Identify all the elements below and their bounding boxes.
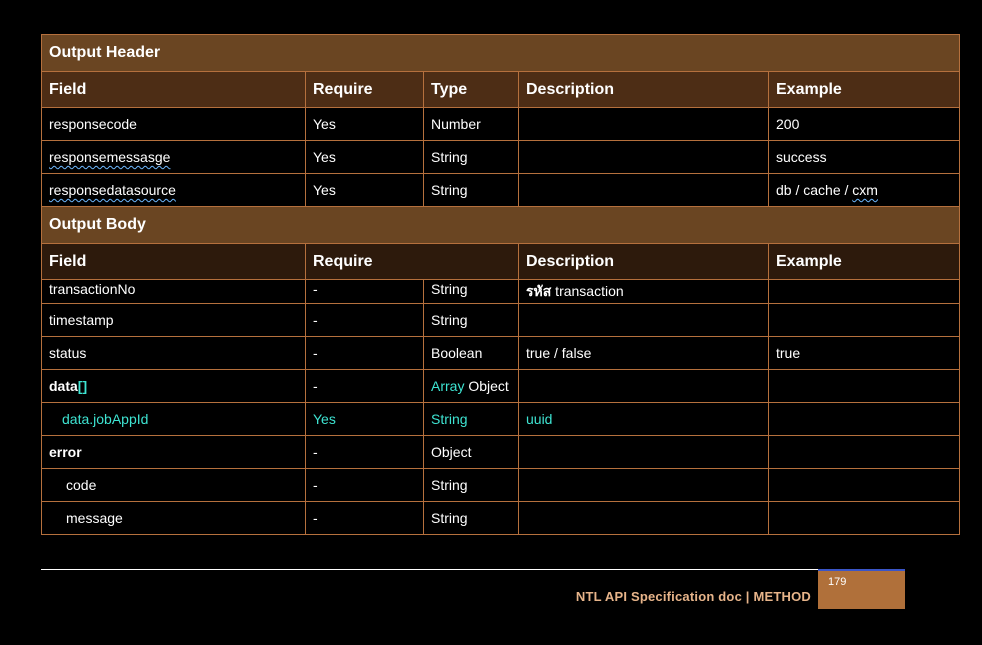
footer-divider	[41, 569, 905, 570]
type-cell: String	[424, 403, 519, 436]
example-cell	[769, 436, 960, 469]
column-header-description: Description	[519, 72, 769, 108]
description-cell	[519, 469, 769, 502]
column-header-require: Require	[306, 72, 424, 108]
type-cell: String	[424, 141, 519, 174]
example-cell: success	[769, 141, 960, 174]
field-cell: error	[42, 436, 306, 469]
require-cell: Yes	[306, 108, 424, 141]
field-cell: responsecode	[42, 108, 306, 141]
example-cell: true	[769, 337, 960, 370]
field-array-suffix: []	[77, 378, 88, 394]
require-cell: Yes	[306, 403, 424, 436]
require-cell: Yes	[306, 141, 424, 174]
field-cell: status	[42, 337, 306, 370]
field-cell: data.jobAppId	[42, 403, 306, 436]
column-header-type: Type	[424, 72, 519, 108]
type-cell: String	[424, 174, 519, 207]
type-teal-text: Array	[431, 378, 465, 394]
column-header-require: Require	[306, 244, 519, 280]
description-cell	[519, 174, 769, 207]
column-header-example: Example	[769, 72, 960, 108]
table-row	[42, 502, 960, 535]
field-cell: transactionNo	[42, 280, 306, 304]
description-cell	[519, 304, 769, 337]
table-row	[42, 337, 960, 370]
type-cell: String	[424, 304, 519, 337]
type-cell: String	[424, 502, 519, 535]
example-cell	[769, 304, 960, 337]
table-row	[42, 403, 960, 436]
field-text: data	[49, 378, 78, 394]
type-cell: Number	[424, 108, 519, 141]
output-body-column-row	[42, 244, 960, 280]
example-cell	[769, 174, 960, 207]
type-cell: Object	[424, 436, 519, 469]
example-cell	[769, 280, 960, 304]
require-cell: -	[306, 280, 424, 304]
table-row	[42, 304, 960, 337]
example-cell	[769, 403, 960, 436]
example-text-squiggle: cxm	[852, 182, 878, 198]
field-cell: message	[42, 502, 306, 535]
field-text: responsemessasge	[49, 149, 171, 165]
example-cell: 200	[769, 108, 960, 141]
output-body-title: Output Body	[42, 207, 960, 244]
table-row	[42, 436, 960, 469]
require-cell: Yes	[306, 174, 424, 207]
footer-title: NTL API Specification doc | METHOD	[575, 589, 811, 604]
require-cell: -	[306, 502, 424, 535]
column-header-field: Field	[42, 244, 306, 280]
column-header-example: Example	[769, 244, 960, 280]
type-cell: String	[424, 469, 519, 502]
column-header-description: Description	[519, 244, 769, 280]
table-row	[42, 469, 960, 502]
description-bold-text: รหัส	[526, 283, 552, 299]
output-header-section	[42, 35, 960, 72]
table-row	[42, 141, 960, 174]
field-cell	[42, 174, 306, 207]
page-number: 179	[828, 576, 847, 588]
column-header-field: Field	[42, 72, 306, 108]
type-cell: Boolean	[424, 337, 519, 370]
field-text: responsedatasource	[49, 182, 176, 198]
table-row	[42, 280, 960, 304]
example-cell	[769, 469, 960, 502]
output-header-title: Output Header	[42, 35, 960, 72]
field-cell	[42, 370, 306, 403]
description-cell	[519, 502, 769, 535]
description-cell	[519, 141, 769, 174]
require-cell: -	[306, 370, 424, 403]
require-cell: -	[306, 304, 424, 337]
table-row	[42, 108, 960, 141]
example-cell	[769, 502, 960, 535]
field-cell: code	[42, 469, 306, 502]
page-number-box	[818, 569, 905, 609]
example-text: db / cache /	[776, 182, 853, 198]
description-text: transaction	[551, 283, 624, 299]
description-cell: true / false	[519, 337, 769, 370]
field-cell	[42, 141, 306, 174]
description-cell	[519, 370, 769, 403]
table-row	[42, 370, 960, 403]
example-cell	[769, 370, 960, 403]
description-cell	[519, 280, 769, 304]
description-cell	[519, 108, 769, 141]
output-body-section	[42, 207, 960, 244]
description-cell	[519, 436, 769, 469]
type-cell: String	[424, 280, 519, 304]
spec-table	[41, 34, 960, 535]
require-cell: -	[306, 337, 424, 370]
table-row	[42, 174, 960, 207]
description-cell: uuid	[519, 403, 769, 436]
output-header-column-row	[42, 72, 960, 108]
require-cell: -	[306, 436, 424, 469]
type-cell	[424, 370, 519, 403]
type-text: Object	[464, 378, 509, 394]
require-cell: -	[306, 469, 424, 502]
field-cell: timestamp	[42, 304, 306, 337]
